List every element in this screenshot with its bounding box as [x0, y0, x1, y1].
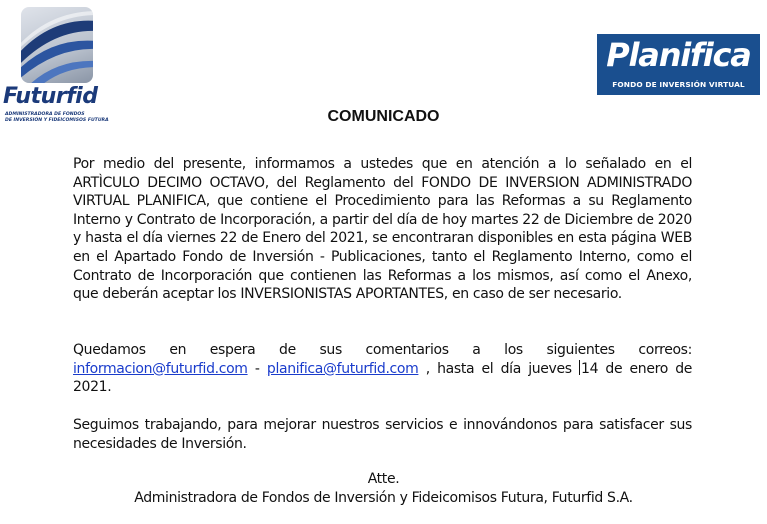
deadline-text: , hasta el día jueves: [418, 360, 580, 377]
contact-paragraph: [73, 341, 692, 397]
text-cursor: [579, 360, 580, 375]
closing-signature: Administradora de Fondos de Inversión y Fideicomisos Futura, Futurfid S.A.: [134, 490, 633, 506]
announcement-paragraph: Por medio del presente, informamos a ustedes que en atención a lo señalado en el ARTÌCULO DECIMO OCTAVO, del Reglamento del FONDO DE INVERSION ADMINISTRADO VIRTUAL PLANIFICA, que contiene el Procedimiento para las Reformas a su Reglamento Interno y Contrato de Incorporación, a partir del día de hoy martes 22 de Diciembre de 2020 y hasta el día viernes 22 de Enero del 2021, se encontraran disponibles en esta página WEB en el Apartado Fondo de Inversión - Publicaciones, tanto el Reglamento Interno, como el Contrato de Incorporación que contienen las Reformas a los mismos, así como el Anexo, que deberán aceptar los INVERSIONISTAS APORTANTES, en caso de ser necesario.: [73, 156, 692, 303]
planifica-logo: [597, 34, 760, 95]
deadline-date: 14 de enero de 2021.: [73, 360, 693, 396]
closing-paragraph: Seguimos trabajando, para mejorar nuestros servicios e innovándonos para satisfacer sus necesidades de Inversión.: [73, 417, 692, 452]
planifica-brand-name: Planifica: [606, 36, 751, 74]
futurfid-tagline-line1: ADMINISTRADORA DE FONDOS: [5, 112, 85, 117]
futurfid-brand-name: Futurfid: [3, 84, 98, 109]
email-separator: -: [247, 360, 267, 377]
page-title: COMUNICADO: [327, 108, 440, 125]
planifica-subtitle: FONDO DE INVERSIÓN VIRTUAL: [612, 80, 745, 89]
email-link-planifica[interactable]: planifica@futurfid.com: [266, 360, 419, 377]
futurfid-emblem-icon: [21, 7, 93, 83]
contact-intro: Quedamos en espera de sus comentarios a los siguientes correos:: [73, 342, 692, 358]
closing-atte: Atte.: [367, 471, 400, 487]
email-link-informacion[interactable]: informacion@futurfid.com: [73, 360, 248, 377]
futurfid-tagline-line2: DE INVERSIÓN Y FIDEICOMISOS FUTURA: [5, 118, 109, 123]
